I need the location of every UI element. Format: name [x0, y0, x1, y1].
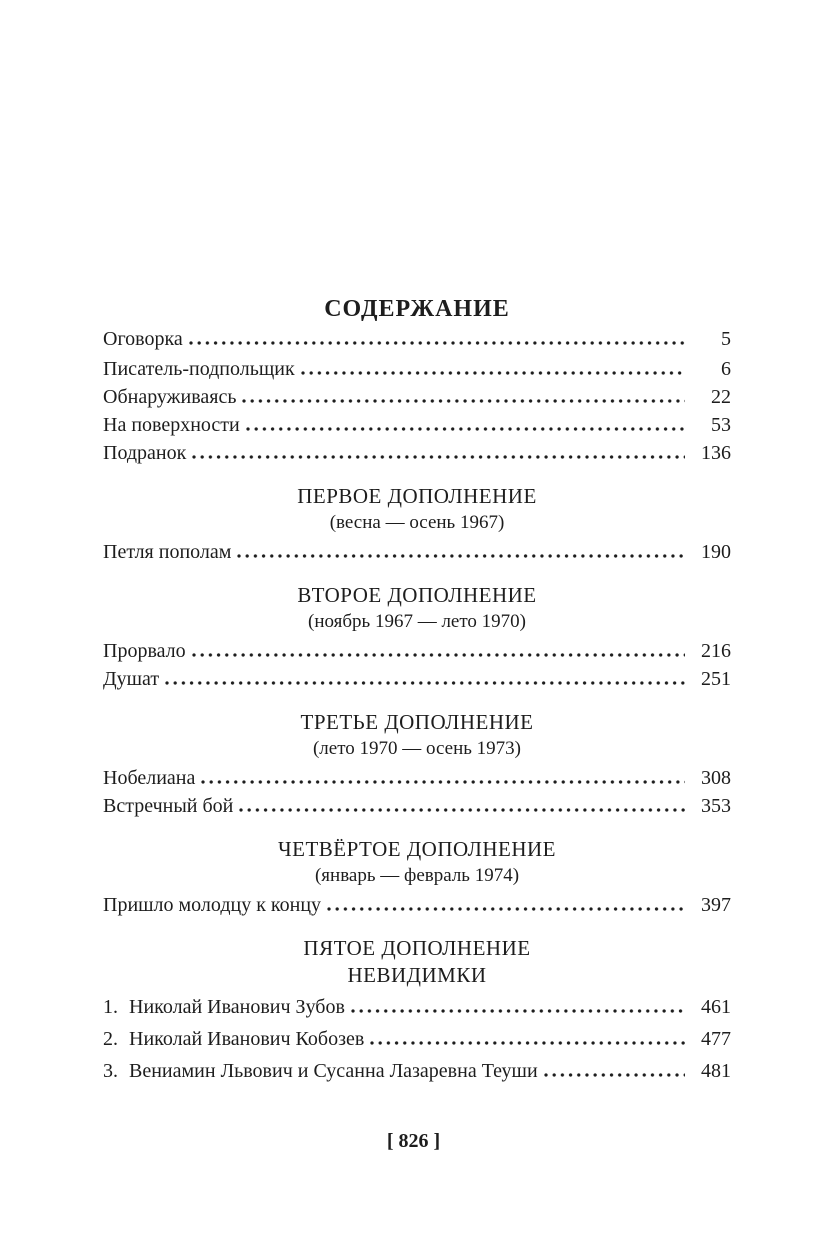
- entry-label: Петля пополам: [103, 541, 232, 563]
- entry-number: 2.: [103, 1028, 118, 1050]
- contents-title: СОДЕРЖАНИЕ: [324, 296, 510, 322]
- dot-leader: [201, 778, 685, 784]
- dot-leader: [189, 339, 685, 345]
- entry-page-number: 353: [701, 795, 731, 817]
- entry-label: Николай Иванович Зубов: [129, 996, 345, 1018]
- entry-label: Вениамин Львович и Сусанна Лазаревна Теуши: [129, 1060, 538, 1082]
- dot-leader: [192, 453, 685, 459]
- entry-page-number: 481: [701, 1060, 731, 1082]
- dot-leader: [544, 1071, 685, 1077]
- entry-page-number: 22: [711, 386, 731, 408]
- dot-leader: [246, 425, 685, 431]
- section-subheading: (лето 1970 — осень 1973): [312, 738, 522, 759]
- section-subheading: (весна — осень 1967): [329, 512, 505, 533]
- toc-entry: [103, 383, 731, 411]
- toc-entry: [103, 637, 731, 665]
- dot-leader: [370, 1039, 685, 1045]
- entry-label: Писатель-подпольщик: [103, 358, 295, 380]
- toc-section: [103, 935, 731, 1087]
- section-subheading: (ноябрь 1967 — лето 1970): [308, 611, 526, 632]
- entry-page-number: 477: [701, 1028, 731, 1050]
- entry-page-number: 5: [721, 328, 731, 350]
- section-heading: ПЕРВОЕ ДОПОЛНЕНИЕ: [297, 484, 537, 508]
- toc-entry: [103, 538, 731, 566]
- dot-leader: [351, 1007, 685, 1013]
- entry-page-number: 6: [721, 358, 731, 380]
- entry-page-number: 136: [701, 442, 731, 464]
- entry-label: На поверхности: [103, 414, 240, 436]
- entry-page-number: 251: [701, 668, 731, 690]
- toc-entry: [103, 991, 731, 1023]
- toc-entry: [103, 439, 731, 467]
- entry-page-number: 308: [701, 767, 731, 789]
- contents-column: [103, 0, 731, 1087]
- toc-entry: [103, 891, 731, 919]
- entry-label: Нобелиана: [103, 767, 196, 789]
- entry-page-number: 53: [711, 414, 731, 436]
- toc-entry: [103, 1055, 731, 1087]
- dot-leader: [237, 552, 685, 558]
- toc-entry: [103, 411, 731, 439]
- dot-leader: [301, 369, 685, 375]
- entry-page-number: 216: [701, 640, 731, 662]
- entry-label: Пришло молодцу к концу: [103, 894, 322, 916]
- entry-page-number: 397: [701, 894, 731, 916]
- section-subheading: НЕВИДИМКИ: [347, 963, 487, 987]
- entry-label: Подранок: [103, 442, 187, 464]
- dot-leader: [327, 905, 685, 911]
- entry-number: 3.: [103, 1060, 118, 1082]
- toc-entry: [103, 1023, 731, 1055]
- entry-page-number: 461: [701, 996, 731, 1018]
- section-heading: ЧЕТВЁРТОЕ ДОПОЛНЕНИЕ: [277, 837, 557, 861]
- section-heading: ТРЕТЬЕ ДОПОЛНЕНИЕ: [300, 710, 534, 734]
- entry-page-number: 190: [701, 541, 731, 563]
- entry-label: Прорвало: [103, 640, 186, 662]
- toc-entry: [103, 665, 731, 693]
- toc-entry: [103, 792, 731, 820]
- section-heading: ПЯТОЕ ДОПОЛНЕНИЕ: [303, 936, 531, 960]
- dot-leader: [242, 397, 685, 403]
- entry-label: Обнаруживаясь: [103, 386, 237, 408]
- toc-entry: [103, 355, 731, 383]
- toc-section: [103, 836, 731, 919]
- section-subheading: (январь — февраль 1974): [314, 865, 520, 886]
- entry-label: Душат: [103, 668, 160, 690]
- dot-leader: [165, 679, 685, 685]
- dot-leader: [192, 651, 685, 657]
- toc-front-block: [103, 325, 731, 353]
- toc-section: [103, 483, 731, 566]
- entry-number: 1.: [103, 996, 118, 1018]
- entry-label: Встречный бой: [103, 795, 234, 817]
- page-footer-number: [ 826 ]: [386, 1130, 441, 1152]
- dot-leader: [239, 806, 685, 812]
- toc-section: [103, 709, 731, 820]
- section-heading: ВТОРОЕ ДОПОЛНЕНИЕ: [297, 583, 537, 607]
- toc-front-block: [103, 355, 731, 467]
- toc-entry: [103, 325, 731, 353]
- entry-label: Николай Иванович Кобозев: [129, 1028, 365, 1050]
- toc-section: [103, 582, 731, 693]
- toc-entry: [103, 764, 731, 792]
- entry-label: Оговорка: [103, 328, 183, 350]
